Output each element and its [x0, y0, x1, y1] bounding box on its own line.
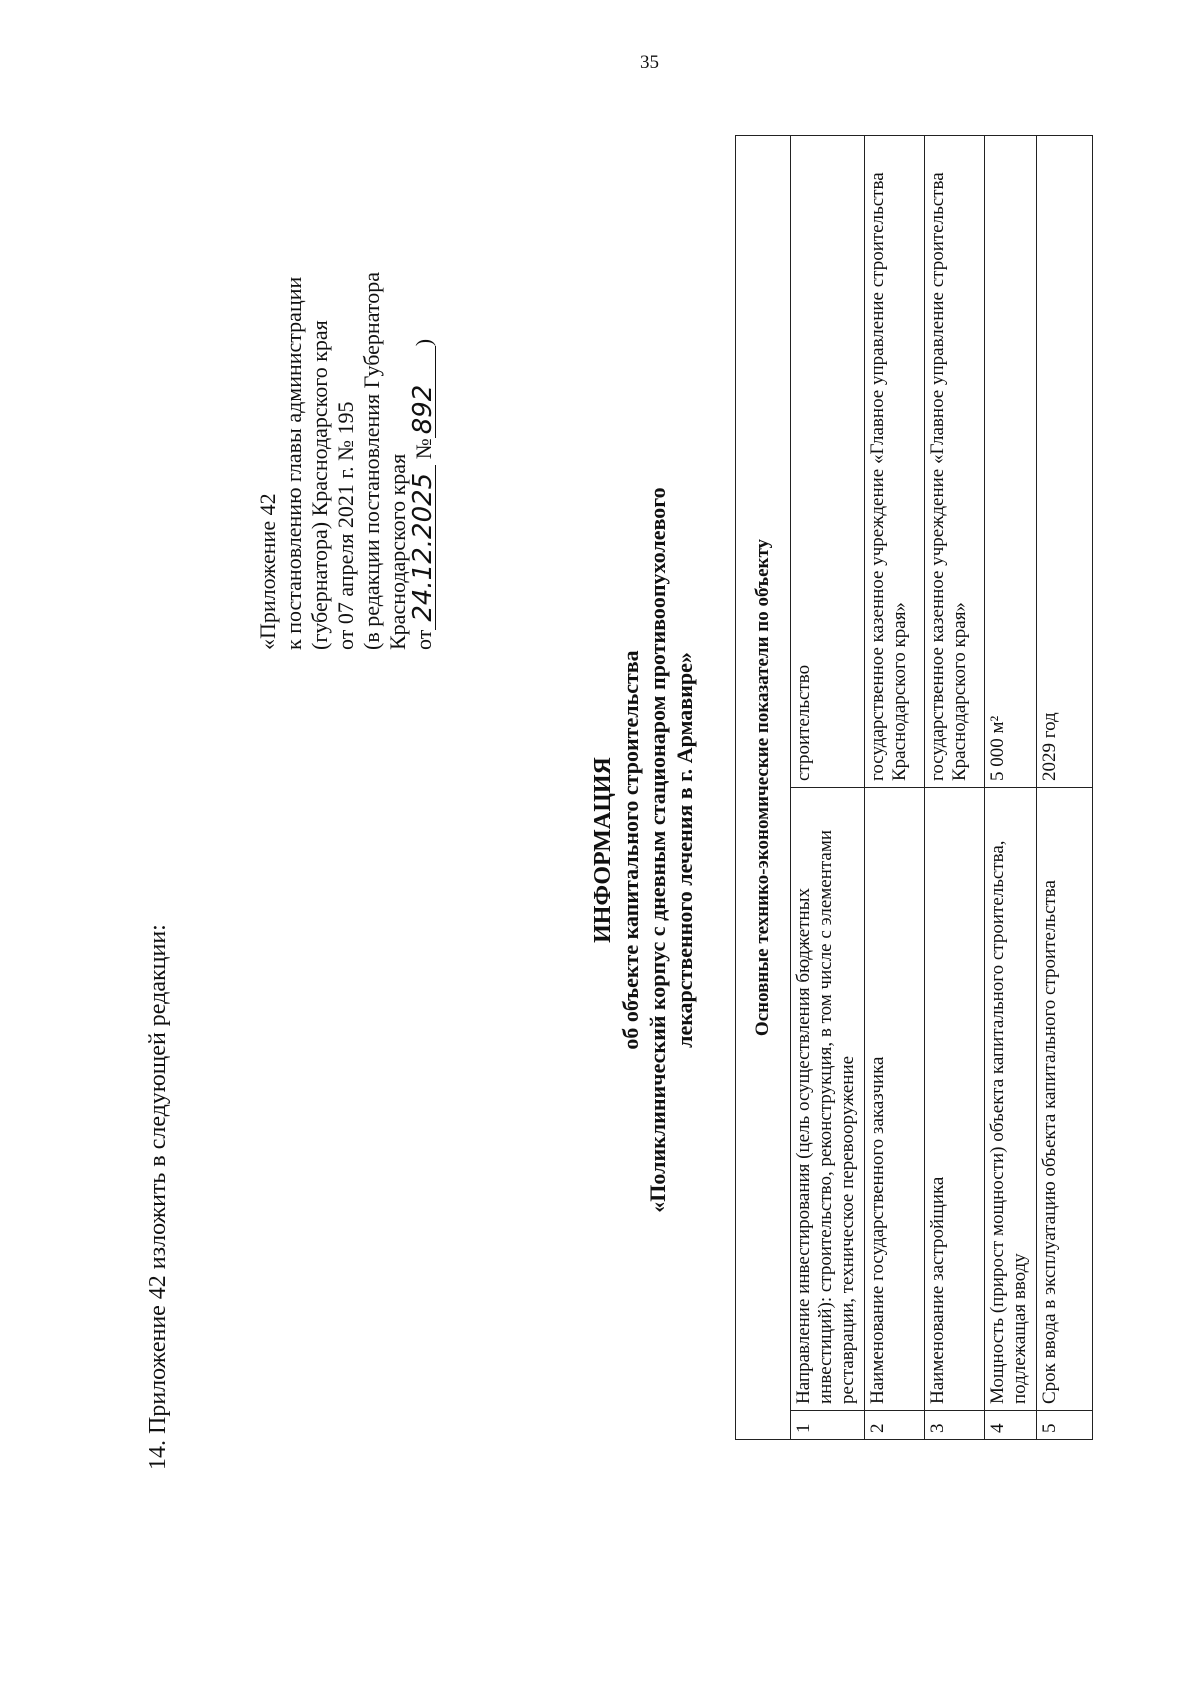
row-value: государственное казенное учреждение «Главное управление строительства Краснодарского края» — [925, 136, 985, 788]
document-subtitle: об объекте капитального строительства — [618, 650, 643, 1050]
table-row — [925, 136, 985, 1440]
document-title: ИНФОРМАЦИЯ — [590, 757, 616, 943]
row-value: 5 000 м² — [985, 136, 1037, 788]
appendix-date-line — [408, 272, 438, 650]
number-prefix: № — [411, 438, 436, 460]
row-number: 1 — [791, 1411, 865, 1440]
row-number: 2 — [865, 1411, 925, 1440]
row-label: Срок ввода в эксплуатацию объекта капитального строительства — [1037, 788, 1093, 1411]
intro-paragraph: 14. Приложение 42 изложить в следующей редакции: — [145, 924, 171, 1470]
table-header: Основные технико-экономические показатели по объекту — [736, 136, 791, 1440]
table-row — [865, 136, 925, 1440]
date-prefix: от — [411, 629, 436, 650]
indicators-table — [735, 135, 1093, 1440]
table-header-row — [736, 136, 791, 1440]
row-label: Наименование застройщика — [925, 788, 985, 1411]
row-number: 4 — [985, 1411, 1037, 1440]
row-value: государственное казенное учреждение «Главное управление строительства Краснодарского края» — [865, 136, 925, 788]
object-name-line: «Поликлинический корпус с дневным стационаром противоопухолевого — [645, 487, 670, 1213]
appendix-line: «Приложение 42 — [255, 493, 280, 650]
handwritten-date: 24.12.2025 — [411, 465, 436, 630]
object-name-line: лекарственного лечения в г. Армавире» — [672, 652, 697, 1048]
document-title-block — [590, 100, 698, 1600]
table-row — [985, 136, 1037, 1440]
row-label: Направление инвестирования (цель осуществления бюджетных инвестиций): строительство, реконструкция, в том числе с элементами реставрации, техническое перевооружение — [791, 788, 865, 1411]
appendix-line: к постановлению главы администрации — [281, 276, 306, 650]
handwritten-number: 892 — [411, 346, 436, 438]
closing-bracket: ) — [411, 338, 436, 347]
table-row — [1037, 136, 1093, 1440]
row-label: Наименование государственного заказчика — [865, 788, 925, 1411]
row-value: 2029 год — [1037, 136, 1093, 788]
table-row — [791, 136, 865, 1440]
appendix-line: от 07 апреля 2021 г. № 195 — [333, 401, 358, 650]
appendix-stamp-block — [255, 272, 437, 650]
row-value: строительство — [791, 136, 865, 788]
appendix-line: Краснодарского края — [385, 453, 410, 650]
row-label: Мощность (прирост мощности) объекта капитального строительства, подлежащая вводу — [985, 788, 1037, 1411]
row-number: 5 — [1037, 1411, 1093, 1440]
rotated-page-content — [60, 100, 1160, 1600]
row-number: 3 — [925, 1411, 985, 1440]
appendix-line: (в редакции постановления Губернатора — [359, 272, 384, 650]
appendix-line: (губернатора) Краснодарского края — [307, 320, 332, 650]
page-number: 35 — [640, 52, 659, 73]
